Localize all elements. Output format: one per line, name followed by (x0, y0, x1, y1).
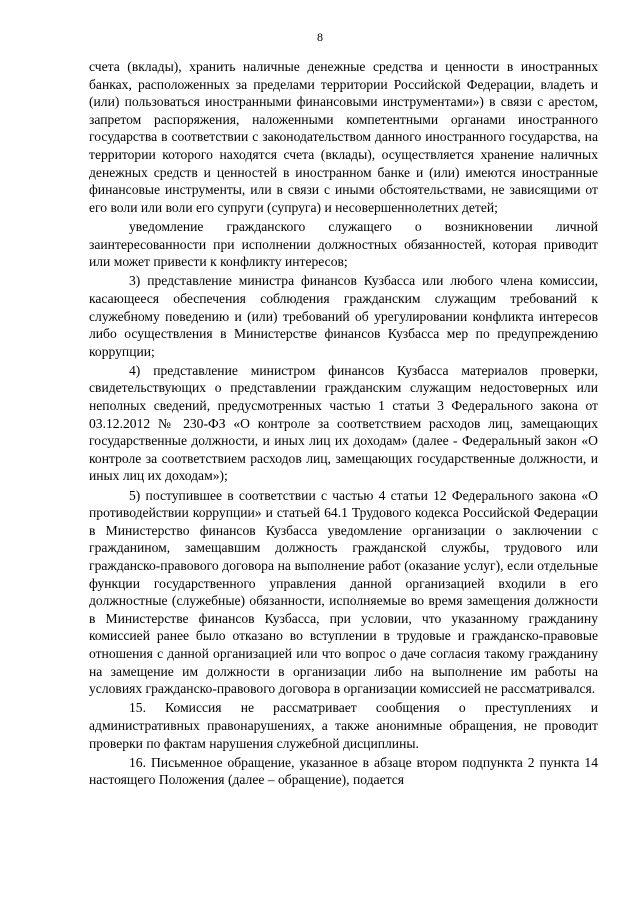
document-body (89, 58, 598, 791)
paragraph-continuation: счета (вклады), хранить наличные денежные средства и ценности в иностранных банках, расположенных за пределами территории Российской Федерации, владеть и (или) пользоваться иностранными финансовыми инструментами») в связи с арестом, запретом распоряжения, наложенными компетентными органами иностранного государства в соответствии с законодательством данного иностранного государства, на территории которого находятся счета (вклады), осуществляется хранение наличных денежных средств и ценностей в иностранном банке и (или) имеются иностранные финансовые инструменты, или в связи с иными обстоятельствами, не зависящими от его воли или воли его супруги (супруга) и несовершеннолетних детей; (89, 59, 598, 215)
page-number: 8 (317, 30, 323, 44)
paragraph-item-3: 3) представление министра финансов Кузбасса или любого члена комиссии, касающееся обеспечения соблюдения гражданским служащим требований к служебному поведению и (или) требований об урегулировании конфликта интересов либо осуществления в Министерстве финансов Кузбасса мер по предупреждению коррупции; (89, 273, 598, 359)
paragraph-clause-15: 15. Комиссия не рассматривает сообщения о преступлениях и административных правонарушениях, а также анонимные обращения, не проводит проверки по фактам нарушения служебной дисциплины. (89, 700, 598, 751)
paragraph-conflict-notice: уведомление гражданского служащего о возникновении личной заинтересованности при исполнении должностных обязанностей, которая приводит или может привести к конфликту интересов; (89, 218, 598, 270)
paragraph-clause-16: 16. Письменное обращение, указанное в абзаце втором подпункта 2 пункта 14 настоящего Положения (далее – обращение), подается (89, 754, 598, 788)
paragraph-item-5: 5) поступившее в соответствии с частью 4 статьи 12 Федерального закона «О противодействии коррупции» и статьей 64.1 Трудового кодекса Российской Федерации в Министерство финансов Кузбасса уведомление организации о заключении с гражданином, замещавшим должность гражданской службы, трудового или гражданско-правового договора на выполнение работ (оказание услуг), если отдельные функции государственного управления данной организацией входили в его должностные (служебные) обязанности, исполняемые во время замещения должности в Министерстве финансов Кузбасса, при условии, что указанному гражданину комиссией ранее было отказано во вступлении в трудовые и гражданско-правовые отношения с данной организацией или что вопрос о даче согласия такому гражданину на замещение им должности в организации либо на выполнение им работы на условиях гражданско-правового договора в организации комиссией не рассматривался. (89, 487, 598, 697)
paragraph-item-4: 4) представление министром финансов Кузбасса материалов проверки, свидетельствующих о представлении гражданским служащим недостоверных или неполных сведений, предусмотренных частью 1 статьи 3 Федерального закона от 03.12.2012 № 230-ФЗ «О контроле за соответствием расходов лиц, замещающих государственные должности, и иных лиц их доходам» (далее - Федеральный закон «О контроле за соответствием расходов лиц, замещающих государственные должности, и иных лиц их доходам»); (89, 362, 598, 484)
